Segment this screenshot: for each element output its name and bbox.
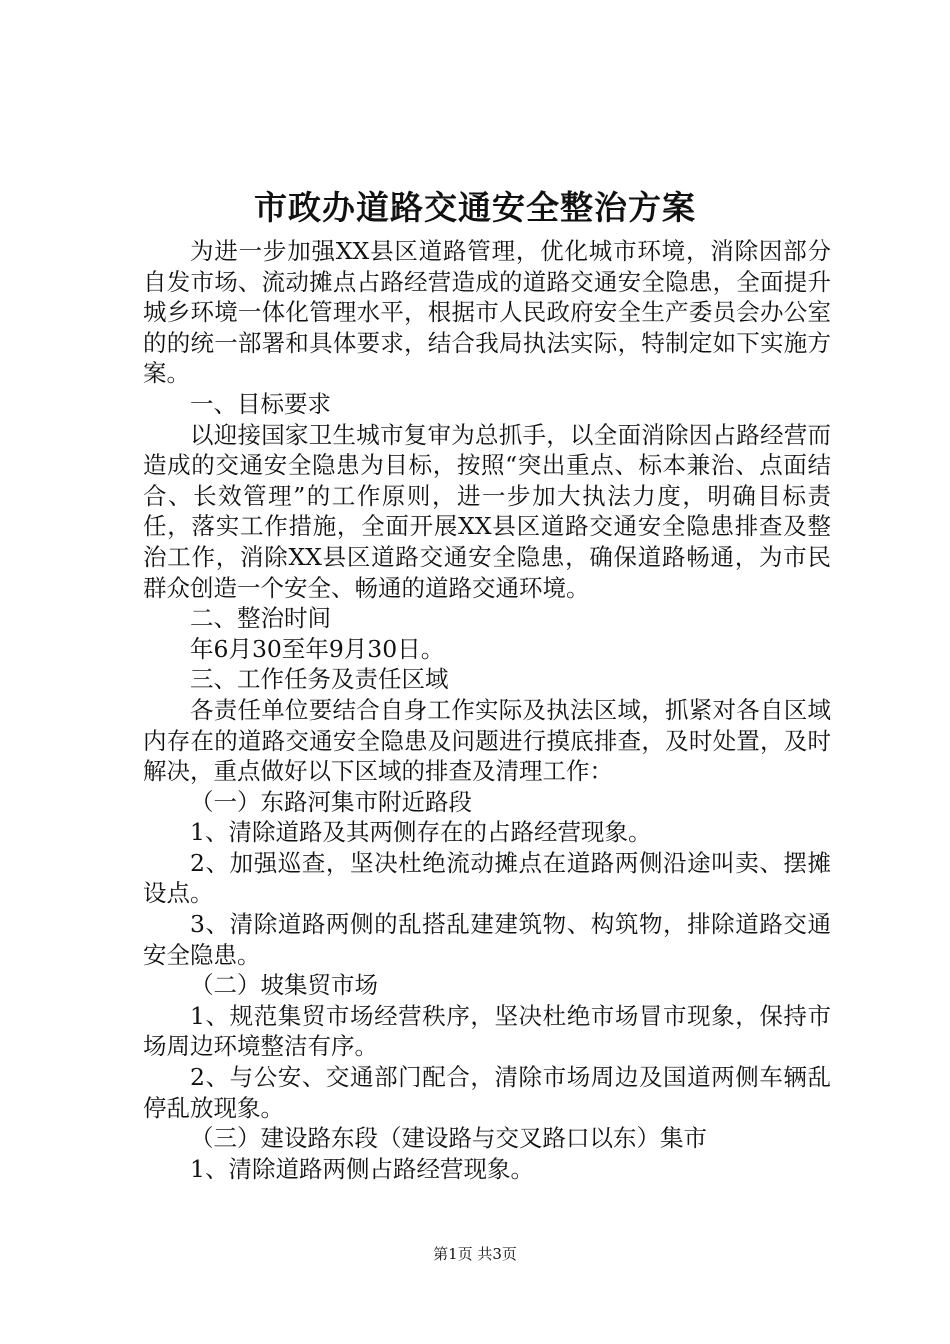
body-paragraph: 以迎接国家卫生城市复审为总抓手，以全面消除因占路经营而造成的交通安全隐患为目标，按照“突出重点、标本兼治、点面结合、长效管理”的工作原则，进一步加大执法力度，明确目标责任，落实工作措施，全面开展XX县区道路交通安全隐患排查及整治工作，消除XX县区道路交通安全隐患，确保道路畅通，为市民群众创造一个安全、畅通的道路交通环境。 (143, 420, 831, 602)
page-title: 市政办道路交通安全整治方案 (254, 188, 696, 227)
subsection-heading: （二）坡集贸市场 (190, 971, 378, 1000)
subsection-heading: （一）东路河集市附近路段 (190, 787, 472, 816)
subsection-heading: （三）建设路东段（建设路与交叉路口以东）集市 (190, 1124, 707, 1153)
section-heading: 三、工作任务及责任区域 (190, 665, 449, 694)
list-item: 2、与公安、交通部门配合，清除市场周边及国道两侧车辆乱停乱放现象。 (143, 1063, 831, 1122)
section-heading: 二、整治时间 (190, 604, 331, 633)
list-item: 3、清除道路两侧的乱搭乱建建筑物、构筑物，排除道路交通安全隐患。 (143, 910, 831, 969)
section-heading: 一、目标要求 (190, 389, 331, 418)
page-number-footer: 第1页 共3页 (433, 1245, 517, 1263)
list-item: 1、清除道路两侧占路经营现象。 (190, 1154, 534, 1183)
body-paragraph: 各责任单位要结合自身工作实际及执法区域，抓紧对各自区域内存在的道路交通安全隐患及问题进行摸底排查，及时处置，及时解决，重点做好以下区域的排查及清理工作： (143, 695, 831, 786)
intro-paragraph: 为进一步加强XX县区道路管理，优化城市环境，消除因部分自发市场、流动摊点占路经营造成的道路交通安全隐患，全面提升城乡环境一体化管理水平，根据市人民政府安全生产委员会办公室的的统一部署和具体要求，结合我局执法实际，特制定如下实施方案。 (143, 237, 831, 388)
list-item: 1、清除道路及其两侧存在的占路经营现象。 (190, 818, 652, 847)
list-item: 1、规范集贸市场经营秩序，坚决杜绝市场冒市现象，保持市场周边环境整洁有序。 (143, 1001, 831, 1061)
list-item: 2、加强巡查，坚决杜绝流动摊点在道路两侧沿途叫卖、摆摊设点。 (143, 848, 831, 908)
body-paragraph: 年6月30至年9月30日。 (190, 634, 445, 663)
document-body (143, 236, 831, 1184)
